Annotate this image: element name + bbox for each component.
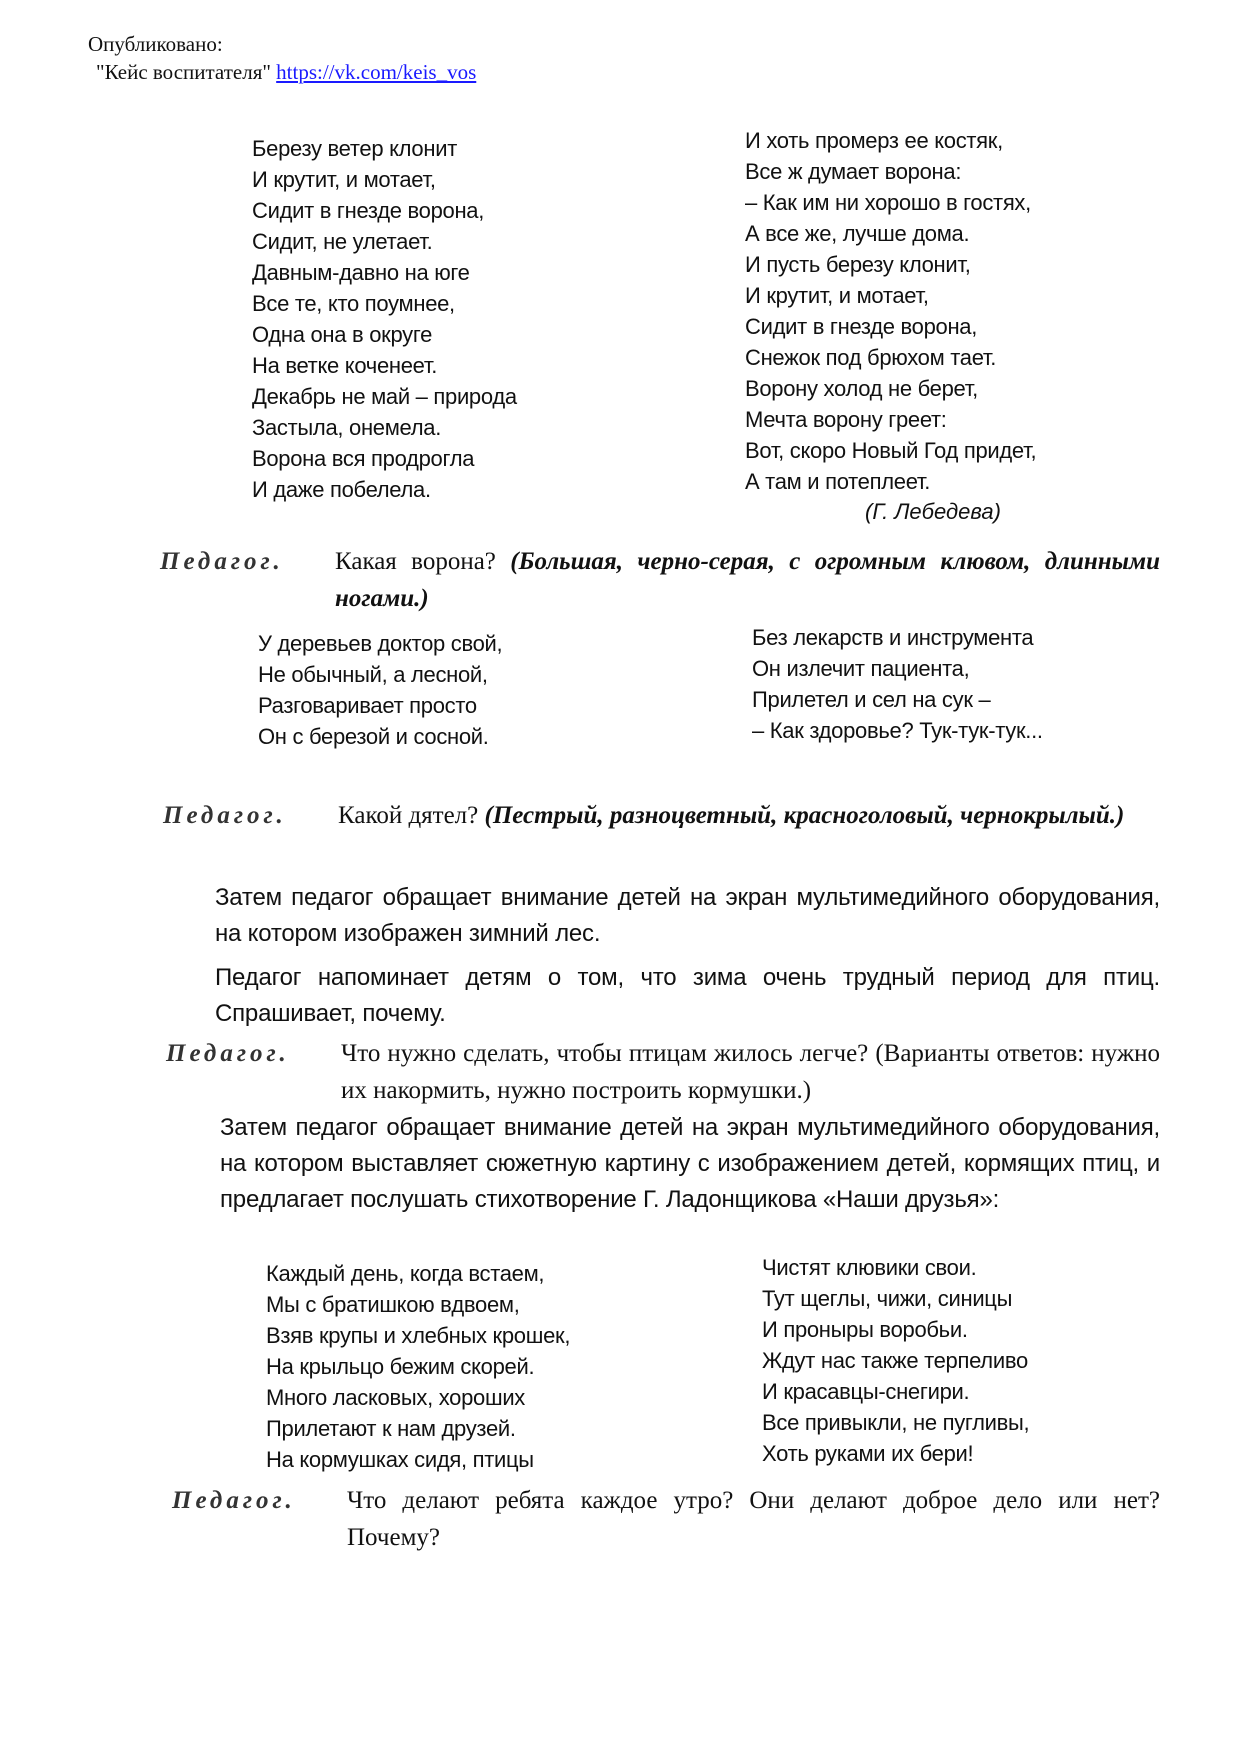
poem-line: На крыльцо бежим скорей.	[266, 1354, 535, 1379]
narrative-paragraph: Затем педагог обращает внимание детей на экран мультимедийного оборудования, на котором выставляет сюжетную картину с изображением детей, кормящих птиц, и предлагает послушать стихотворение Г. Ладонщикова «Наши друзья»:	[220, 1114, 1160, 1213]
poem-line: Одна она в округе	[252, 322, 433, 347]
narrative-paragraph: Затем педагог обращает внимание детей на экран мультимедийного оборудования, на котором изображен зимний лес.	[215, 884, 1160, 947]
source-line	[88, 58, 476, 86]
speaker-label: Педагог.	[166, 1040, 290, 1067]
poem-line: Много ласковых, хороших	[266, 1385, 526, 1410]
poem-line: И даже побелела.	[252, 477, 431, 502]
poem-line: Тут щеглы, чижи, синицы	[762, 1286, 1013, 1311]
poem-line: А там и потеплеет.	[745, 469, 931, 494]
poem-line: На кормушках сидя, птицы	[266, 1447, 534, 1472]
speaker-label: Педагог.	[172, 1487, 296, 1514]
poem-line: Чистят клювики свои.	[762, 1255, 977, 1280]
speaker-label: Педагог.	[160, 548, 284, 575]
poem-line: Прилетел и сел на сук –	[752, 687, 991, 712]
poem-friends-left-column	[266, 1258, 570, 1475]
dialog-woodpecker	[163, 797, 1160, 834]
published-label: Опубликовано:	[88, 32, 223, 56]
poem-line: – Как здоровье? Тук-тук-тук...	[752, 718, 1043, 743]
dialog-answer: (Большая, черно-серая, с огромным клювом, длинными ногами.)	[335, 548, 1160, 612]
poem-friends-right-column	[762, 1252, 1029, 1469]
poem-line: Застыла, онемела.	[252, 415, 442, 440]
dialog-crow	[160, 543, 1160, 617]
poem-line: Вот, скоро Новый Год придет,	[745, 438, 1037, 463]
poem-line: Мечта ворону греет:	[745, 407, 947, 432]
poem-line: Все привыкли, не пугливы,	[762, 1410, 1030, 1435]
poem-line: Декабрь не май – природа	[252, 384, 517, 409]
poem-line: И пусть березу клонит,	[745, 252, 971, 277]
poem-line: И красавцы-снегири.	[762, 1379, 970, 1404]
poem-line: Березу ветер клонит	[252, 136, 457, 161]
poem-line: Взяв крупы и хлебных крошек,	[266, 1323, 571, 1348]
poem-line: Разговаривает просто	[258, 693, 477, 718]
speaker-label: Педагог.	[163, 802, 287, 829]
dialog-body	[338, 797, 1160, 834]
poem-line: И проныры воробьи.	[762, 1317, 968, 1342]
poem-line: Сидит в гнезде ворона,	[745, 314, 978, 339]
poem-line: Ждут нас также терпеливо	[762, 1348, 1028, 1373]
poem-line: Сидит, не улетает.	[252, 229, 433, 254]
publication-header	[88, 30, 476, 86]
poem-line: Хоть руками их бери!	[762, 1441, 974, 1466]
poem-line: Он излечит пациента,	[752, 656, 970, 681]
dialog-body: Что нужно сделать, чтобы птицам жилось легче? (Варианты ответов: нужно их накормить, нужно построить кормушки.)	[341, 1040, 1160, 1104]
poem-woodpecker-right-column	[752, 622, 1043, 746]
poem-line: А все же, лучше дома.	[745, 221, 970, 246]
source-link[interactable]: https://vk.com/keis_vos	[276, 60, 477, 84]
poem-line: Давным-давно на юге	[252, 260, 470, 285]
poem-line: У деревьев доктор свой,	[258, 631, 503, 656]
poem-line: Все те, кто поумнее,	[252, 291, 455, 316]
dialog-good-deed	[172, 1482, 1160, 1556]
poem-line: Все ж думает ворона:	[745, 159, 962, 184]
poem-crow-right-column	[745, 125, 1036, 497]
dialog-feeding	[166, 1035, 1160, 1109]
poem-line: – Как им ни хорошо в гостях,	[745, 190, 1031, 215]
poem-line: На ветке коченеет.	[252, 353, 438, 378]
poem-line: Снежок под брюхом тает.	[745, 345, 997, 370]
poem-line: И крутит, и мотает,	[745, 283, 929, 308]
poem-line: Прилетают к нам друзей.	[266, 1416, 516, 1441]
poem-line: Ворону холод не берет,	[745, 376, 978, 401]
poem-crow-author: (Г. Лебедева)	[865, 499, 1001, 524]
dialog-question: Какой дятел?	[338, 802, 479, 829]
poem-crow-left-column	[252, 133, 517, 505]
poem-line: Не обычный, а лесной,	[258, 662, 488, 687]
poem-line: Каждый день, когда встаем,	[266, 1261, 545, 1286]
poem-line: Он с березой и сосной.	[258, 724, 489, 749]
dialog-body: Что делают ребята каждое утро? Они делают доброе дело или нет? Почему?	[347, 1487, 1160, 1551]
dialog-question: Какая ворона?	[335, 548, 496, 575]
narrative-block-1	[215, 880, 1160, 1040]
narrative-block-2	[220, 1110, 1160, 1226]
dialog-answer: (Пестрый, разноцветный, красноголовый, чернокрылый.)	[484, 802, 1125, 829]
narrative-paragraph: Педагог напоминает детям о том, что зима очень трудный период для птиц. Спрашивает, почему.	[215, 964, 1160, 1027]
dialog-body	[335, 543, 1160, 617]
poem-line: Ворона вся продрогла	[252, 446, 475, 471]
poem-line: Мы с братишкою вдвоем,	[266, 1292, 520, 1317]
poem-line: Сидит в гнезде ворона,	[252, 198, 485, 223]
poem-line: И хоть промерз ее костяк,	[745, 128, 1003, 153]
poem-line: Без лекарств и инструмента	[752, 625, 1034, 650]
source-name: "Кейс воспитателя"	[96, 60, 271, 84]
poem-woodpecker-left-column	[258, 628, 502, 752]
poem-line: И крутит, и мотает,	[252, 167, 436, 192]
